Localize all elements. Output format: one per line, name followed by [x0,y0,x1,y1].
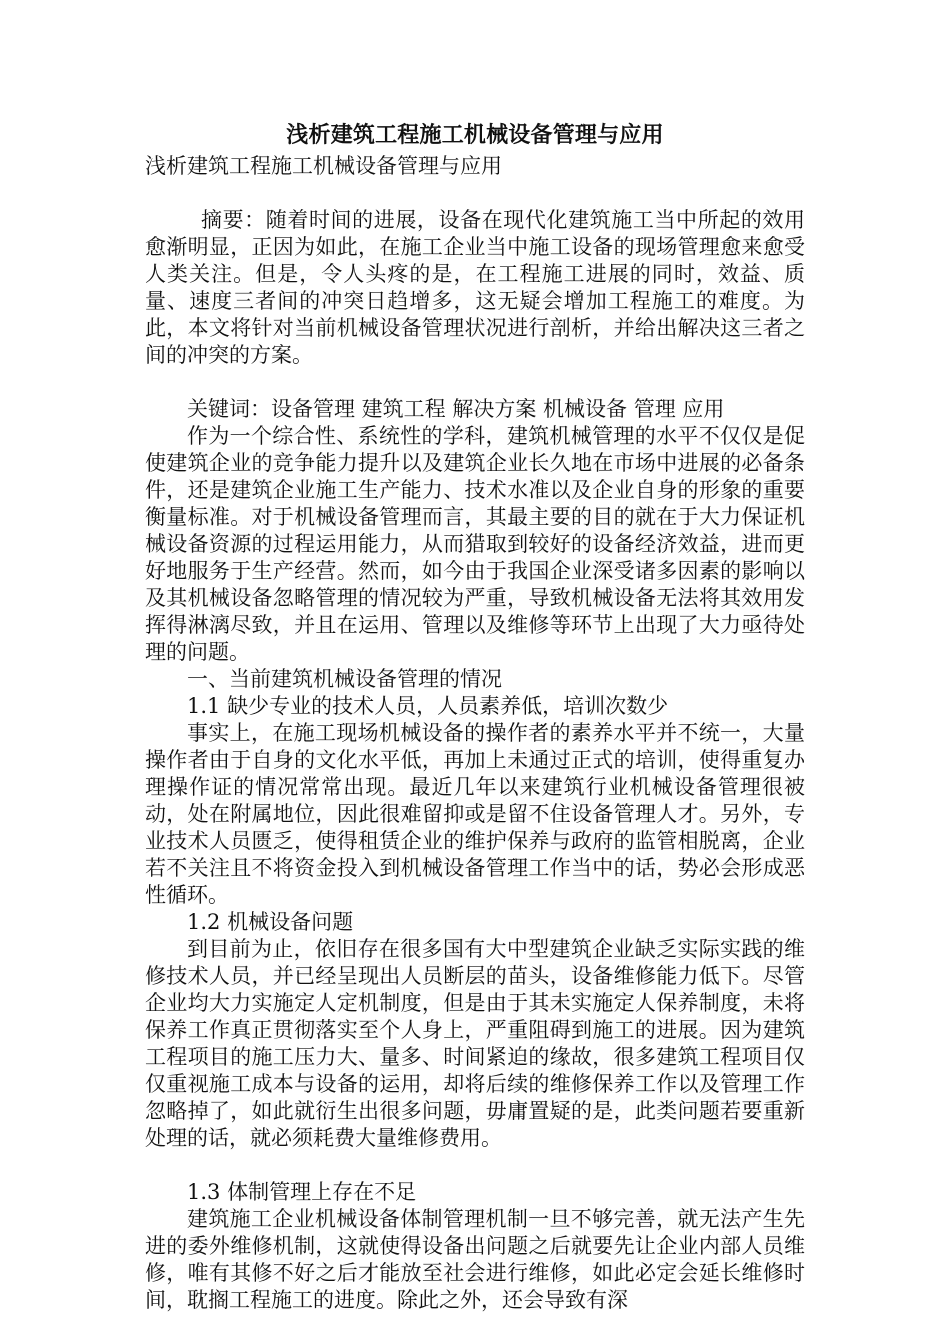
blank-line [145,180,805,207]
keywords-line: 关键词：设备管理 建筑工程 解决方案 机械设备 管理 应用 [187,397,725,421]
section-1-2-body: 到目前为止，依旧存在很多国有大中型建筑企业缺乏实际实践的维修技术人员，并已经呈现出人员断层的苗头，设备维修能力低下。尽管企业均大力实施定人定机制度，但是由于其未实施定人保养制度，未将保养工作真正贯彻落实至个人身上，严重阻碍到施工的进展。因为建筑工程项目的施工压力大、量多、时间紧迫的缘故，很多建筑工程项目仅仅重视施工成本与设备的运用，却将后续的维修保养工作以及管理工作忽略掉了，如此就衍生出很多问题，毋庸置疑的是，此类问题若要重新处理的话，就必须耗费大量维修费用。 [145,937,805,1150]
section-1-3-heading: 1.3 体制管理上存在不足 [187,1180,417,1204]
blank-line [145,369,805,396]
document-body [145,118,805,1314]
blank-line [145,1152,805,1179]
section-1-1-body: 事实上，在施工现场机械设备的操作者的素养水平并不统一，大量操作者由于自身的文化水平低，再加上未通过正式的培训，使得重复办理操作证的情况常常出现。最近几年以来建筑行业机械设备管理很被动，处在附属地位，因此很难留抑或是留不住设备管理人才。另外，专业技术人员匮乏，使得租赁企业的维护保养与政府的监管相脱离，企业若不关注且不将资金投入到机械设备管理工作当中的话，势必会形成恶性循环。 [145,721,805,907]
abstract-paragraph: 摘要：随着时间的进展，设备在现代化建筑施工当中所起的效用愈渐明显，正因为如此，在施工企业当中施工设备的现场管理愈来愈受人类关注。但是，令人头疼的是，在工程施工进展的同时，效益、质量、速度三者间的冲突日趋增多，这无疑会增加工程施工的难度。为此，本文将针对当前机械设备管理状况进行剖析，并给出解决这三者之间的冲突的方案。 [145,208,805,367]
section-1-1-heading: 1.1 缺少专业的技术人员，人员素养低，培训次数少 [187,694,669,718]
section-1-heading: 一、当前建筑机械设备管理的情况 [187,667,502,691]
document-subtitle: 浅析建筑工程施工机械设备管理与应用 [145,154,502,178]
section-1-2-heading: 1.2 机械设备问题 [187,910,354,934]
section-1-3-body: 建筑施工企业机械设备体制管理机制一旦不够完善，就无法产生先进的委外维修机制，这就使得设备出问题之后就要先让企业内部人员维修，唯有其修不好之后才能放至社会进行维修，如此必定会延长维修时间，耽搁工程施工的进度。除此之外，还会导致有深 [145,1207,805,1312]
document-title: 浅析建筑工程施工机械设备管理与应用 [286,122,664,148]
intro-paragraph: 作为一个综合性、系统性的学科，建筑机械管理的水平不仅仅是促使建筑企业的竞争能力提升以及建筑企业长久地在市场中进展的必备条件，还是建筑企业施工生产能力、技术水准以及企业自身的形象的重要衡量标准。对于机械设备管理而言，其最主要的目的就在于大力保证机械设备资源的过程运用能力，从而猎取到较好的设备经济效益，进而更好地服务于生产经营。然而，如今由于我国企业深受诸多因素的影响以及其机械设备忽略管理的情况较为严重，导致机械设备无法将其效用发挥得淋漓尽致，并且在运用、管理以及维修等环节上出现了大力亟待处理的问题。 [145,424,805,664]
